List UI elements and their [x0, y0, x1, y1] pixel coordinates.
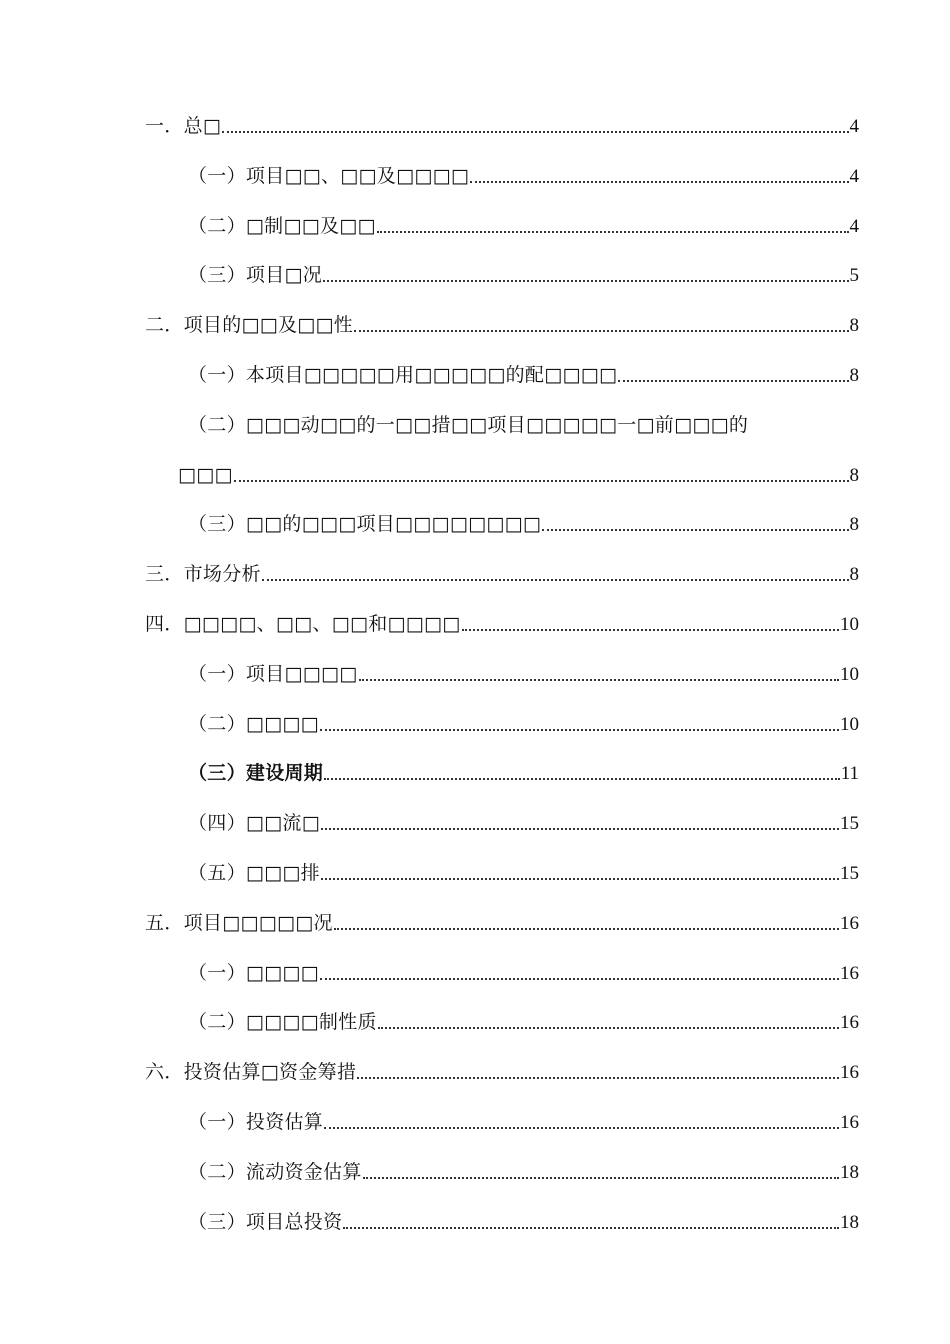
toc-entry[interactable]: [0, 400, 950, 450]
toc-entry-line: [188, 163, 859, 189]
toc-entry-line: [188, 711, 859, 737]
toc-entry-title: （一）项目□□□□: [188, 662, 358, 685]
toc-entry-title: 三．市场分析: [145, 563, 261, 586]
toc-entry-line: [145, 312, 859, 338]
toc-page-number: 15: [840, 862, 859, 884]
toc-entry[interactable]: [0, 798, 950, 848]
toc-entry[interactable]: [0, 151, 950, 201]
toc-entry-line: [188, 213, 859, 239]
toc-entry-title: □□□: [178, 463, 233, 486]
toc-entry-line: [188, 412, 859, 438]
toc-dot-leader: [357, 1070, 839, 1079]
toc-entry-line: [178, 462, 859, 488]
toc-entry-title: （二）□制□□及□□: [188, 214, 376, 237]
toc-entry-title: （三）□□的□□□项目□□□□□□□□: [188, 513, 542, 536]
toc-page-number: 4: [849, 116, 859, 137]
toc-dot-leader: [343, 1220, 839, 1229]
toc-dot-leader: [320, 722, 839, 731]
toc-dot-leader: [321, 871, 839, 880]
toc-entry[interactable]: [0, 948, 950, 998]
toc-dot-leader: [321, 821, 839, 830]
toc-entry-line: [188, 760, 859, 786]
toc-dot-leader: [234, 473, 849, 482]
toc-page-number: 16: [840, 962, 859, 984]
toc-page-number: 10: [840, 663, 859, 685]
toc-entry-title: （一）投资估算: [188, 1110, 324, 1133]
toc-entry-title: （二）□□□□: [188, 712, 319, 735]
toc-entry[interactable]: [0, 1197, 950, 1247]
toc-entry[interactable]: [0, 250, 950, 300]
toc-dot-leader: [320, 971, 839, 980]
toc-entry-title: （二）□□□动□□的一□□措□□项目□□□□□一□前□□□的: [188, 413, 749, 436]
toc-entry-title: （二）流动资金估算: [188, 1160, 362, 1183]
toc-entry-line: [188, 1209, 859, 1235]
toc-entry[interactable]: [0, 300, 950, 350]
toc-page-number: 16: [840, 1012, 859, 1034]
toc-entry[interactable]: [0, 101, 950, 151]
toc-entry-title: （一）本项目□□□□□用□□□□□的配□□□□: [188, 363, 618, 386]
toc-dot-leader: [222, 124, 848, 133]
toc-entry-title: （一）项目□□、□□及□□□□: [188, 164, 470, 187]
toc-entry-title: （五）□□□排: [188, 861, 320, 884]
toc-page-number: 4: [849, 215, 859, 237]
toc-dot-leader: [334, 921, 839, 930]
toc-page-number: 16: [840, 1111, 859, 1133]
toc-page-number: 16: [840, 912, 859, 934]
toc-dot-leader: [462, 622, 839, 631]
toc-dot-leader: [354, 323, 848, 332]
toc-dot-leader: [324, 771, 840, 780]
toc-entry-line: [145, 910, 859, 936]
toc-entry-line: [188, 960, 859, 986]
toc-page-number: 8: [849, 315, 859, 337]
toc-page-number: 10: [840, 613, 859, 635]
toc-dot-leader: [323, 273, 848, 282]
toc-entry[interactable]: [0, 1147, 950, 1197]
toc-entry-line: [188, 661, 859, 687]
toc-entry-title: （三）项目总投资: [188, 1210, 343, 1233]
toc-entry-line: [188, 860, 859, 886]
toc-entry-title: 一．总□: [145, 115, 222, 137]
toc-page-number: 8: [849, 564, 859, 586]
toc-entry-line: [145, 561, 859, 587]
toc-entry-title: 五．项目□□□□□况: [145, 911, 333, 934]
toc-entry[interactable]: [0, 499, 950, 549]
toc-entry-line: [188, 1159, 859, 1185]
toc-entry[interactable]: [0, 748, 950, 798]
toc-entry-title: （一）□□□□: [188, 961, 319, 984]
toc-entry-title: 四．□□□□、□□、□□和□□□□: [145, 612, 461, 635]
toc-entry[interactable]: [0, 599, 950, 649]
toc-entry-title: （三）项目□况: [188, 264, 323, 287]
toc-page-number: 16: [840, 1062, 859, 1084]
toc-entry[interactable]: [0, 350, 950, 400]
toc-entry-line: [188, 511, 859, 537]
toc-dot-leader: [262, 572, 849, 581]
toc-dot-leader: [363, 1170, 839, 1179]
toc-page-number: 4: [849, 165, 859, 187]
toc-entry-title: （四）□□流□: [188, 812, 320, 835]
toc-entry-line: [145, 1059, 859, 1085]
toc-entry-title: 二．项目的□□及□□性: [145, 314, 354, 337]
toc-entry-line: [188, 1009, 859, 1035]
toc-entry-line: [145, 611, 859, 637]
toc-entry-title: 六．投资估算□资金筹措: [145, 1061, 357, 1084]
toc-entry[interactable]: [0, 898, 950, 948]
toc-entry[interactable]: [0, 201, 950, 251]
toc-entry[interactable]: [0, 549, 950, 599]
toc-page-number: 15: [840, 813, 859, 835]
toc-entry-line: [188, 810, 859, 836]
toc-entry[interactable]: [0, 848, 950, 898]
toc-entry-title: （二）□□□□制性质: [188, 1011, 377, 1034]
table-of-contents: [0, 101, 950, 1246]
toc-dot-leader: [542, 522, 848, 531]
toc-page-number: 8: [849, 364, 859, 386]
toc-entry-line: [188, 262, 859, 288]
toc-dot-leader: [378, 1020, 839, 1029]
toc-entry-line: [188, 1109, 859, 1135]
toc-page-number: 5: [849, 265, 859, 287]
toc-dot-leader: [377, 224, 849, 233]
toc-entry[interactable]: [0, 997, 950, 1047]
toc-entry[interactable]: [0, 1097, 950, 1147]
toc-dot-leader: [618, 373, 848, 382]
toc-dot-leader: [470, 174, 848, 183]
toc-page-number: 10: [840, 713, 859, 735]
toc-entry-title: （三）建设周期: [188, 762, 324, 785]
toc-page-number: 8: [849, 514, 859, 536]
toc-entry[interactable]: [0, 450, 950, 500]
toc-entry-line: [145, 113, 859, 139]
toc-page-number: 18: [840, 1161, 859, 1183]
toc-entry[interactable]: [0, 649, 950, 699]
toc-page-number: 18: [840, 1211, 859, 1233]
toc-entry[interactable]: [0, 1047, 950, 1097]
toc-dot-leader: [324, 1120, 839, 1129]
toc-entry[interactable]: [0, 699, 950, 749]
toc-page-number: 11: [840, 763, 859, 785]
toc-entry-line: [188, 362, 859, 388]
toc-dot-leader: [359, 672, 839, 681]
toc-page-number: 8: [849, 464, 859, 486]
